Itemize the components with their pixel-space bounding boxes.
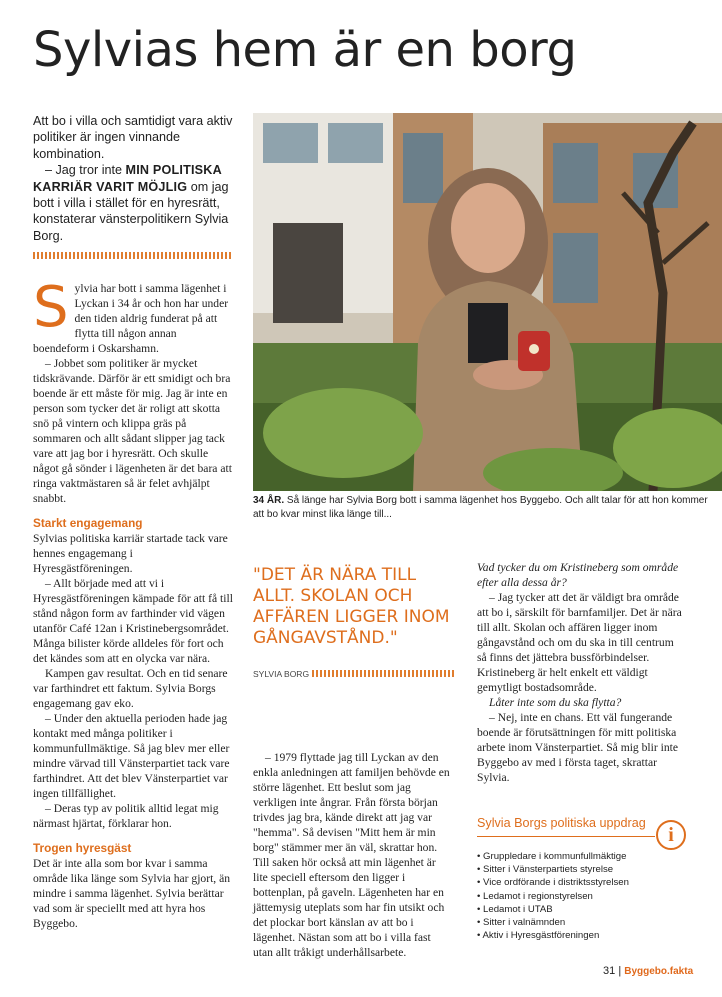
info-icon: i [656, 820, 686, 850]
quote-divider-dots [312, 670, 455, 677]
photo-illustration [253, 113, 722, 491]
col2-paragraph: – 1979 flyttade jag till Lyckan av den enkla anledningen att familjen behövde en större lägenhet. Ett beslut som jag verkligen inte ångrar. Från första början trivdes jag bra, kände direkt att jag var "hemma". Så devisen "Mitt hem är min borg" stämmer mer än väl, skrattar hon. Till saken hör också att min lägenhet är lite speciell eftersom den ligger i bottenplan, på gaveln. Lägenheten har en jättemysig uteplats som har fin utsikt och det plockar bort känslan av att bo i lägenhet. Nästan som att bo i villa fast utan allt tråkigt underhållsarbete. [253, 751, 450, 959]
body-paragraph-6: – Under den aktuella perioden hade jag kontakt med många politiker i kommunfullmäktige. Så jag blev mer eller mindre värvad till Vänsterpartiet tack vare farthindret. Att det blev Vänsterpartiet var ingen tillfällighet. [33, 712, 230, 801]
lead-paragraph-2 [33, 162, 233, 244]
factbox-item: • Ledamot i regionstyrelsen [477, 890, 707, 903]
pull-quote: "DET ÄR NÄRA TILL ALLT. SKOLAN OCH AFFÄREN LIGGER INOM GÅNGAVSTÅND." [253, 565, 450, 648]
lead-paragraph [33, 113, 233, 162]
body-paragraph-7: – Deras typ av politik alltid legat mig närmast hjärtat, förklarar hon. [33, 802, 219, 831]
body-text-1: ylvia har bott i samma lägenhet i Lyckan i 34 år och hon har under den tiden aldrig funderat på att flytta till någon annan boendeform i Oskarshamn. [33, 282, 229, 356]
middle-column [253, 750, 453, 960]
lead-text-1: Att bo i villa och samtidigt vara aktiv politiker är ingen vinnande kombination. [33, 114, 233, 161]
subhead-starkt-engagemang: Starkt engagemang [33, 516, 143, 531]
caption-text: Så länge har Sylvia Borg bott i samma lägenhet hos Byggebo. Och allt talar för att hon kommer att bo kvar minst lika länge till... [253, 495, 708, 520]
body-paragraph-8: Det är inte alla som bor kvar i samma område lika länge som Sylvia har gjort, än mindre i samma lägenhet. Sylvia berättar vad som är speciellt med att hyra hos Byggebo. [33, 857, 231, 931]
factbox-item: • Sitter i Vänsterpartiets styrelse [477, 863, 707, 876]
page-footer [603, 965, 693, 977]
body-paragraph-1 [33, 275, 233, 356]
drop-cap: S [33, 275, 69, 341]
factbox-item: • Aktiv i Hyresgästföreningen [477, 929, 707, 942]
lead-text-2: – Jag tror inte [45, 163, 126, 178]
page-number: 31 [603, 965, 616, 977]
right-column [477, 560, 682, 785]
brand-logo-text: Byggebo.fakta [624, 966, 694, 977]
footer-separator: | [618, 965, 622, 977]
article-headline: Sylvias hem är en borg [33, 22, 577, 78]
lead-bold: MIN POLITISKA KARRIÄR VARIT MÖJLIG [33, 163, 222, 194]
article-photo [253, 113, 722, 491]
interview-question-1: Vad tycker du om Kristineberg som område efter alla dessa år? [477, 561, 679, 589]
interview-answer-2: – Nej, inte en chans. Ett väl fungerande boende är förutsättningen för mitt politiska arbete inom Vänsterpartiet. Så mig blir inte Byggebo av med i första taget, skrattar Sylvia. [477, 711, 679, 784]
interview-question-2: Låter inte som du ska flytta? [489, 696, 622, 709]
body-paragraph-4: – Allt började med att vi i Hyresgästföreningen kämpade för att få till stånd någon form av farthinder vid vägen utanför Café 12an i Kristinebergsområdet. Många bilister körde alldeles för fort och det kändes som att en olycka var nära. [33, 577, 233, 666]
lead-text-3: om jag bott i villa i stället för en hyresrätt, konstaterar vänsterpolitikern Sylvia Borg. [33, 179, 229, 243]
factbox-item: • Ledamot i UTAB [477, 903, 707, 916]
divider-dots [33, 252, 233, 259]
interview-answer-1: – Jag tycker att det är väldigt bra område att bo i, särskilt för barnfamiljer. Det är nära till allt. Skolan och affären ligger inom gångavstånd och om du ska in till centrum så finns det jättebra bussförbindelser. Kristineberg är helt enkelt ett väldigt gemytligt bostadsområde. [477, 591, 682, 694]
body-paragraph-2: – Jobbet som politiker är mycket tidskrävande. Därför är ett smidigt och bra boende är ett måste för mig. Jag är inte en person som tycker det är roligt att skotta snö på vintern och klippa gräs på sommaren och allt sådant slipper jag tack vare att jag bor i hyresrätt. Och skulle något gå sönder i lägenheten är det bara att ringa vaktmästaren så är felet avhjälpt snabbt. [33, 357, 232, 506]
subhead-trogen-hyresgast: Trogen hyresgäst [33, 841, 132, 856]
left-column [33, 113, 233, 931]
body-paragraph-3: Sylvias politiska karriär startade tack vare hennes engagemang i Hyresgästföreningen. [33, 532, 228, 576]
factbox-item: • Vice ordförande i distriktsstyrelsen [477, 876, 707, 889]
body-paragraph-5: Kampen gav resultat. Och en tid senare var farthindret ett faktum. Sylvia Borgs engagemang gav eko. [33, 667, 228, 711]
photo-caption [253, 494, 713, 522]
factbox-title: Sylvia Borgs politiska uppdrag [477, 816, 646, 830]
pull-quote-byline: SYLVIA BORG [253, 669, 310, 679]
factbox-rule [477, 836, 655, 837]
caption-label: 34 ÅR. [253, 495, 285, 506]
factbox-list [477, 850, 707, 942]
factbox-item: • Gruppledare i kommunfullmäktige [477, 850, 707, 863]
factbox-item: • Sitter i valnämnden [477, 916, 707, 929]
